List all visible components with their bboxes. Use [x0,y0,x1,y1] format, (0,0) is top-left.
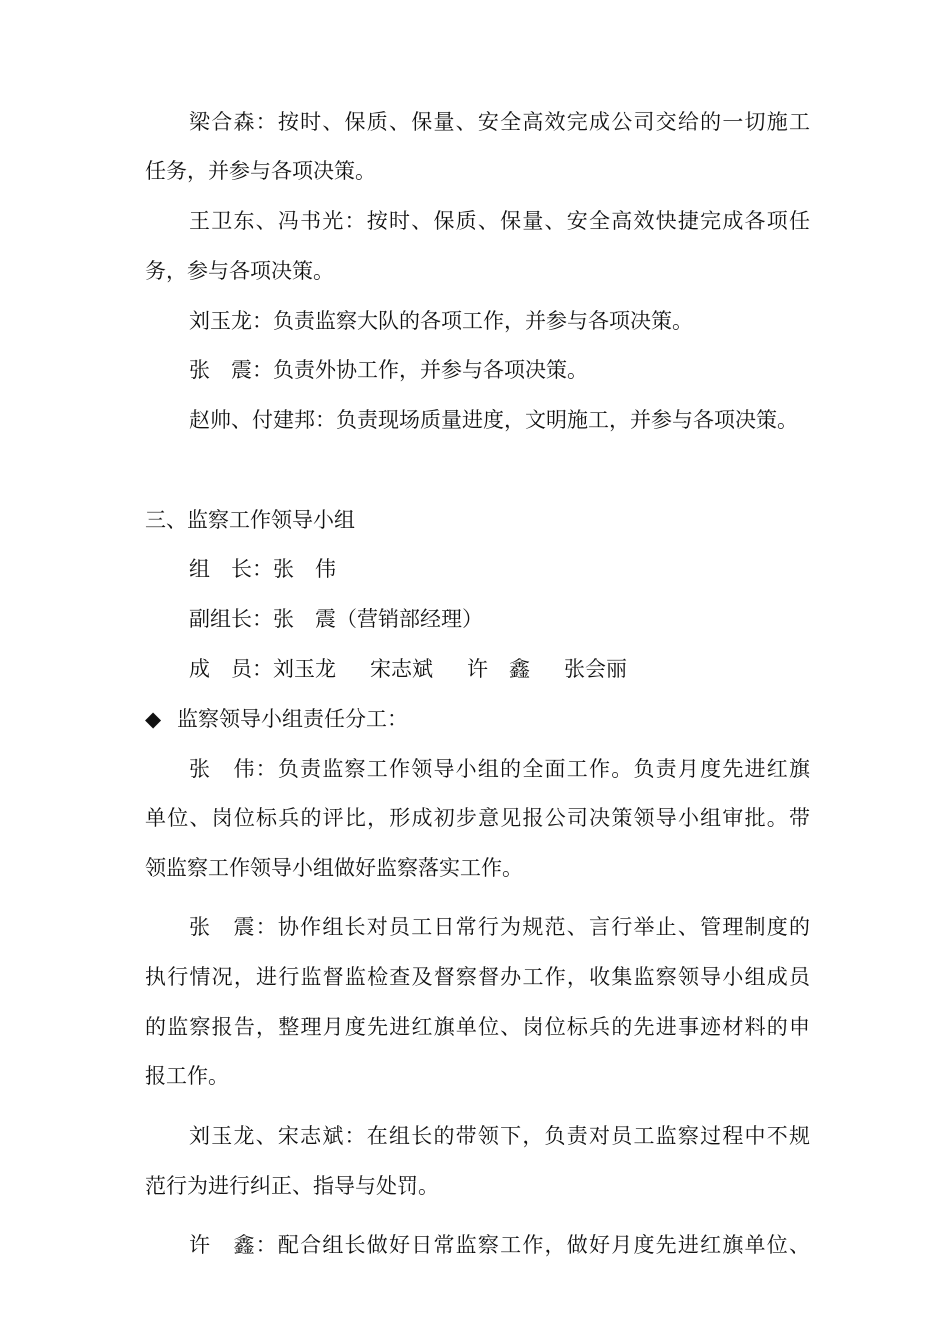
division-heading-line [145,705,810,733]
member-name: 刘玉龙 [273,657,336,681]
paragraph-line: 张 震：负责外协工作，并参与各项决策。 [189,358,588,382]
section-heading: 三、监察工作领导小组 [145,508,355,532]
member-name: 宋志斌 [370,657,433,681]
members-line [189,655,810,683]
paragraph-line: 的监察报告，整理月度先进红旗单位、岗位标兵的先进事迹材料的申 [145,1015,810,1039]
paragraph-line: 领监察工作领导小组做好监察落实工作。 [145,856,523,880]
deputy-line: 副组长：张 震（营销部经理） [189,607,483,631]
diamond-bullet-icon: ◆ [145,707,162,731]
members-label: 成 员： [189,657,273,681]
paragraph-line: 单位、岗位标兵的评比，形成初步意见报公司决策领导小组审批。带 [145,806,810,830]
member-name: 张会丽 [564,657,627,681]
paragraph-line: 执行情况，进行监督监检查及督察督办工作，收集监察领导小组成员 [145,965,810,989]
paragraph-line: 务，参与各项决策。 [145,259,334,283]
paragraph-line: 王卫东、冯书光：按时、保质、保量、安全高效快捷完成各项任 [189,209,810,233]
division-heading: 监察领导小组责任分工： [177,707,408,731]
paragraph-line: 任务，并参与各项决策。 [145,159,376,183]
paragraph-line: 许 鑫：配合组长做好日常监察工作，做好月度先进红旗单位、 [189,1233,810,1257]
paragraph-line: 刘玉龙、宋志斌：在组长的带领下，负责对员工监察过程中不规 [189,1124,810,1148]
member-name: 许 鑫 [467,657,530,681]
paragraph-line: 梁合森：按时、保质、保量、安全高效完成公司交给的一切施工 [189,110,810,134]
paragraph-line: 报工作。 [145,1064,229,1088]
paragraph-line: 范行为进行纠正、指导与处罚。 [145,1174,439,1198]
paragraph-line: 刘玉龙：负责监察大队的各项工作，并参与各项决策。 [189,309,693,333]
paragraph-line: 张 震：协作组长对员工日常行为规范、言行举止、管理制度的 [189,915,810,939]
paragraph-line: 张 伟：负责监察工作领导小组的全面工作。负责月度先进红旗 [189,757,810,781]
paragraph-line: 赵帅、付建邦：负责现场质量进度，文明施工，并参与各项决策。 [189,408,798,432]
leader-line: 组 长：张 伟 [189,557,336,581]
